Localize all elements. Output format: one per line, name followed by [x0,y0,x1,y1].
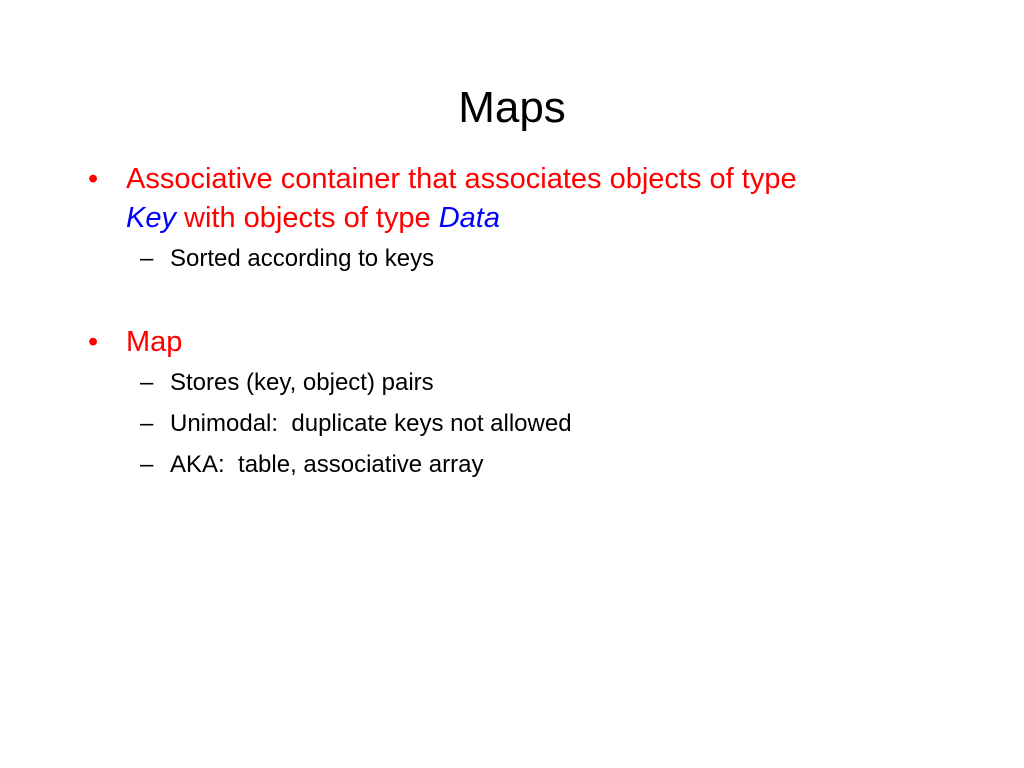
sub-bullet-marker: – [140,369,154,396]
bullet-text: Map [126,326,183,358]
sub-bullet-text: Stores (key, object) pairs [170,369,434,396]
bullet-map [84,323,944,362]
sub-bullet-sorted [84,244,944,274]
sub-bullet-stores [84,368,944,398]
sub-bullet-text: AKA: table, associative array [170,451,484,478]
bullet-text-line2 [126,199,944,238]
sub-bullet-aka [84,450,944,480]
slide-title: Maps [458,83,566,132]
emphasis-data: Data [438,202,500,234]
bullet-associative-container [84,160,944,238]
bullet-text-line1: Associative container that associates objects of type [126,163,797,195]
slide-content [84,160,944,480]
sub-bullet-marker: – [140,451,154,478]
bullet-marker: • [88,163,99,195]
sub-bullet-unimodal [84,409,944,439]
emphasis-key: Key [126,202,176,234]
bullet-text-middle: with objects of type [175,202,439,234]
sub-bullet-text: Sorted according to keys [170,245,435,272]
sub-bullet-marker: – [140,245,154,272]
sub-bullet-marker: – [140,410,154,437]
bullet-marker: • [88,326,99,358]
sub-bullet-text: Unimodal: duplicate keys not allowed [170,410,572,437]
